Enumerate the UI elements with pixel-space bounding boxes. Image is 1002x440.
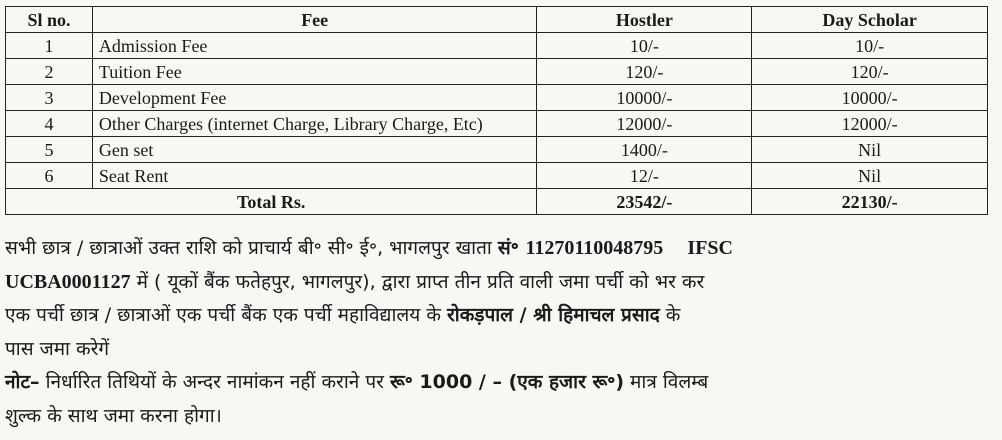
cell-sl: 3 bbox=[6, 85, 93, 111]
account-number: 11270110048795 bbox=[525, 237, 664, 259]
instruction-line-1 bbox=[5, 232, 995, 266]
table-row bbox=[6, 111, 988, 137]
table-row bbox=[6, 85, 988, 111]
note-text: मात्र विलम्ब bbox=[624, 371, 709, 393]
cell-hostler: 10/- bbox=[537, 33, 752, 59]
instruction-text: में ( यूकों बैंक फतेहपुर, भागलपुर), द्वारा प्राप्त तीन प्रति वाली जमा पर्ची को भर कर bbox=[130, 270, 705, 293]
account-label: सं॰ bbox=[497, 237, 526, 259]
cell-sl: 2 bbox=[6, 59, 93, 85]
table-row bbox=[6, 33, 988, 59]
header-fee: Fee bbox=[92, 7, 537, 33]
cashier-name: रोकड़पाल / श्री हिमाचल प्रसाद bbox=[447, 304, 660, 326]
cell-fee: Other Charges (internet Charge, Library Charge, Etc) bbox=[92, 111, 537, 137]
header-sl-no: Sl no. bbox=[6, 7, 93, 33]
fee-table bbox=[5, 6, 988, 215]
cell-day-scholar: Nil bbox=[752, 163, 988, 189]
note-line-2 bbox=[5, 400, 995, 434]
instruction-line-2 bbox=[5, 266, 995, 300]
instruction-text: एक पर्ची छात्र / छात्राओं एक पर्ची बैंक एक पर्ची महाविद्यालय के bbox=[5, 304, 447, 326]
note-text: निर्धारित तिथियों के अन्दर नामांकन नहीं कराने पर bbox=[39, 371, 390, 393]
cell-fee: Tuition Fee bbox=[92, 59, 537, 85]
cell-hostler: 1400/- bbox=[537, 137, 752, 163]
cell-day-scholar: 120/- bbox=[752, 59, 988, 85]
ifsc-code: UCBA0001127 bbox=[5, 270, 131, 293]
ifsc-label: IFSC bbox=[687, 237, 733, 259]
cell-sl: 6 bbox=[6, 163, 93, 189]
header-hostler: Hostler bbox=[537, 7, 752, 33]
note-text: शुल्क के साथ जमा करना होगा। bbox=[5, 404, 222, 427]
table-total-row bbox=[6, 189, 988, 215]
cell-sl: 5 bbox=[6, 137, 93, 163]
cell-hostler: 10000/- bbox=[537, 85, 752, 111]
total-label: Total Rs. bbox=[6, 189, 537, 215]
cell-day-scholar: 12000/- bbox=[752, 111, 988, 137]
instruction-text: पास जमा करेगें bbox=[5, 337, 110, 360]
cell-sl: 1 bbox=[6, 33, 93, 59]
cell-hostler: 12000/- bbox=[537, 111, 752, 137]
fee-table-container bbox=[5, 6, 988, 215]
cell-day-scholar: Nil bbox=[752, 137, 988, 163]
payment-instructions bbox=[5, 232, 995, 433]
table-row bbox=[6, 59, 988, 85]
total-hostler: 23542/- bbox=[537, 189, 752, 215]
instruction-text: सभी छात्र / छात्राओं उक्त राशि को प्राचार्य बी॰ सी॰ ई॰, भागलपुर खाता bbox=[5, 237, 498, 259]
instruction-text: के bbox=[659, 304, 681, 326]
header-day-scholar: Day Scholar bbox=[752, 7, 988, 33]
cell-fee: Seat Rent bbox=[92, 163, 537, 189]
instruction-line-4 bbox=[5, 333, 995, 367]
note-label: नोट– bbox=[5, 371, 40, 393]
instruction-line-3 bbox=[5, 299, 995, 333]
total-day-scholar: 22130/- bbox=[752, 189, 988, 215]
cell-hostler: 12/- bbox=[537, 163, 752, 189]
note-line bbox=[5, 366, 995, 400]
late-fee-amount: रू॰ 1000 / – (एक हजार रू॰) bbox=[389, 371, 625, 393]
cell-hostler: 120/- bbox=[537, 59, 752, 85]
cell-fee: Development Fee bbox=[92, 85, 537, 111]
cell-fee: Gen set bbox=[92, 137, 537, 163]
table-row bbox=[6, 163, 988, 189]
cell-fee: Admission Fee bbox=[92, 33, 537, 59]
table-row bbox=[6, 137, 988, 163]
cell-sl: 4 bbox=[6, 111, 93, 137]
cell-day-scholar: 10/- bbox=[752, 33, 988, 59]
cell-day-scholar: 10000/- bbox=[752, 85, 988, 111]
table-header-row bbox=[6, 7, 988, 33]
